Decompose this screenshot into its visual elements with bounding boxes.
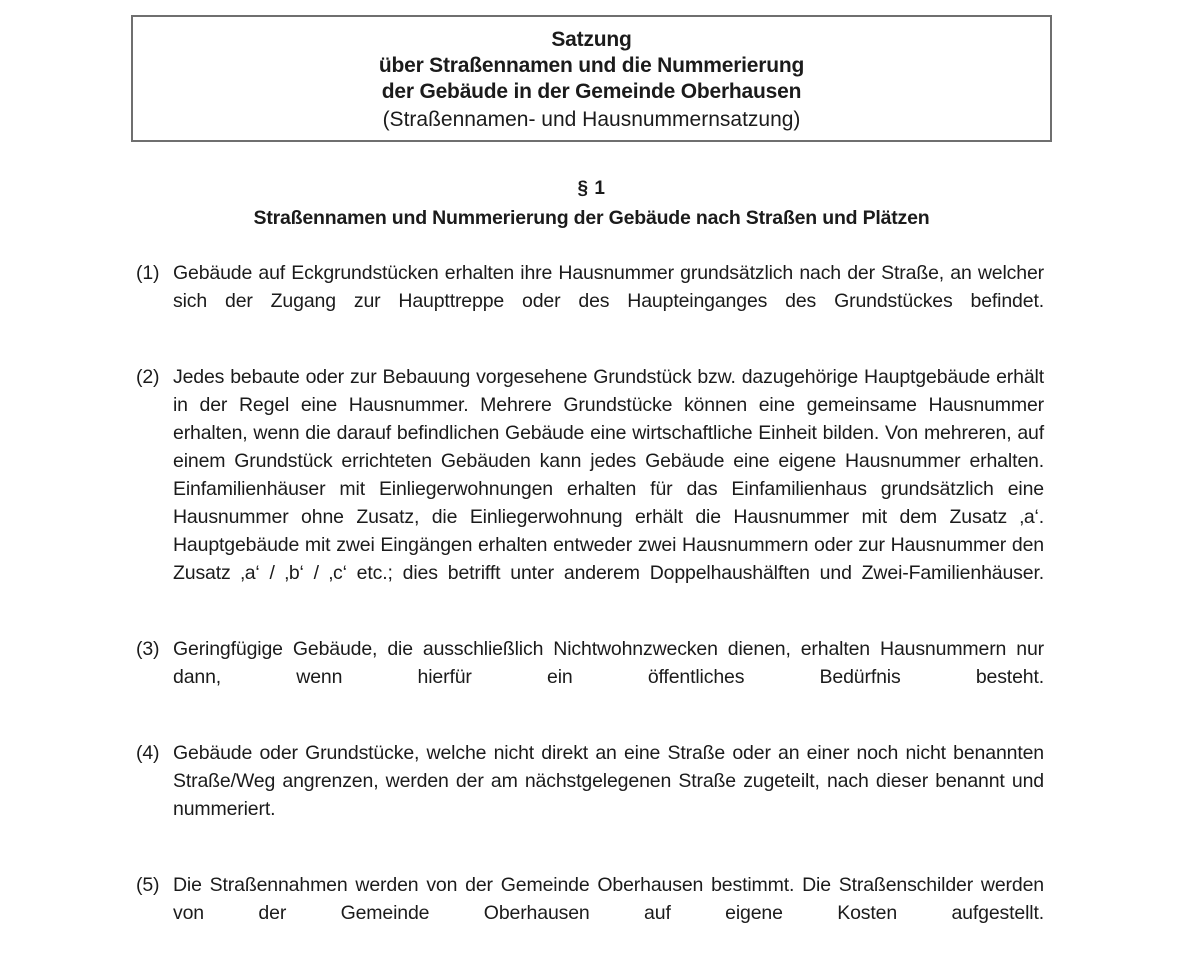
- paragraph-1: [136, 259, 1044, 343]
- paragraph-3: [136, 635, 1044, 719]
- section-heading: Straßennamen und Nummerierung der Gebäude nach Straßen und Plätzen: [253, 207, 930, 229]
- paragraph-5-text: Die Straßennahmen werden von der Gemeinde Oberhausen bestimmt. Die Straßenschilder werden von der Gemeinde Oberhausen auf eigene Kosten aufgestellt.: [173, 874, 1044, 924]
- paragraph-1-marker: (1): [136, 262, 160, 284]
- paragraph-2-marker: (2): [136, 366, 160, 388]
- paragraph-4-text: Gebäude oder Grundstücke, welche nicht direkt an eine Straße oder an einer noch nicht benannten Straße/Weg angrenzen, werden der am nächstgelegenen Straße zugeteilt, nach dieser benannt und nummeriert.: [173, 742, 1044, 820]
- paragraph-5-marker: (5): [136, 874, 160, 896]
- title-line-3: der Gebäude in der Gemeinde Oberhausen: [381, 79, 802, 103]
- section-symbol: § 1: [577, 178, 606, 199]
- paragraph-2-text: Jedes bebaute oder zur Bebauung vorgesehene Grundstück bzw. dazugehörige Hauptgebäude erhält in der Regel eine Hausnummer. Mehrere Grundstücke können eine gemeinsame Hausnummer erhalten, wenn die darauf befindlichen Gebäude eine wirtschaftliche Einheit bilden. Von mehreren, auf einem Grundstück errichteten Gebäuden kann jedes Gebäude eine eigene Hausnummer erhalten. Einfamilienhäuser mit Einliegerwohnungen erhalten für das Einfamilienhaus grundsätzlich eine Hausnummer ohne Zusatz, die Einliegerwohnung erhält die Hausnummer mit dem Zusatz ‚a‘. Hauptgebäude mit zwei Eingängen erhalten entweder zwei Hausnummern oder zur Hausnummer den Zusatz ‚a‘ / ‚b‘ / ‚c‘ etc.; dies betrifft unter anderem Doppelhaushälften und Zwei-Familienhäuser.: [173, 366, 1044, 584]
- document-body: [136, 259, 1044, 955]
- paragraph-4: [136, 739, 1044, 851]
- paragraph-3-marker: (3): [136, 638, 160, 660]
- title-line-4-subtitle: (Straßennamen- und Hausnummernsatzung): [382, 107, 801, 131]
- paragraph-5: [136, 871, 1044, 955]
- paragraph-2: [136, 363, 1044, 615]
- paragraph-1-text: Gebäude auf Eckgrundstücken erhalten ihre Hausnummer grundsätzlich nach der Straße, an welcher sich der Zugang zur Haupttreppe oder des Haupteinganges des Grundstückes befindet.: [173, 262, 1044, 312]
- title-box: [131, 15, 1052, 142]
- paragraph-3-text: Geringfügige Gebäude, die ausschließlich Nichtwohnzwecken dienen, erhalten Hausnummern nur dann, wenn hierfür ein öffentliches Bedürfnis besteht.: [173, 638, 1044, 688]
- paragraph-4-marker: (4): [136, 742, 160, 764]
- title-line-2: über Straßennamen und die Nummerierung: [378, 53, 805, 77]
- title-line-1: Satzung: [551, 27, 632, 51]
